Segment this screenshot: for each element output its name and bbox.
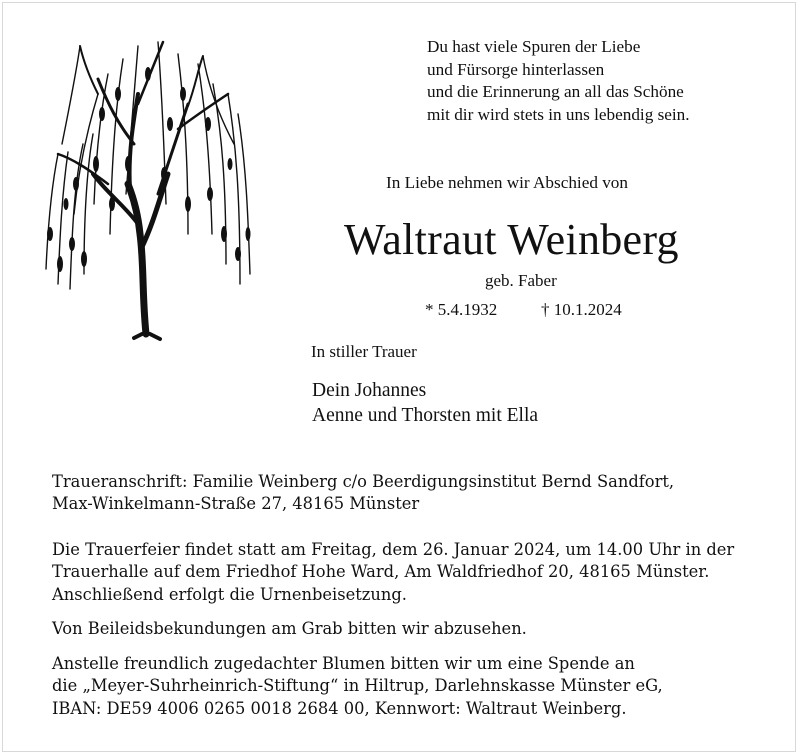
donation-line: die „Meyer-Suhrheinrich-Stiftung“ in Hiltrup, Darlehnskasse Münster eG,	[52, 676, 663, 696]
donation-info	[52, 653, 663, 720]
ceremony-line: Trauerhalle auf dem Friedhof Hohe Ward, Am Waldfriedhof 20, 48165 Münster.	[52, 562, 710, 582]
donation-line: IBAN: DE59 4006 0265 0018 2684 00, Kennwort: Waltraut Weinberg.	[52, 698, 627, 718]
mourner: Aenne und Thorsten mit Ella	[312, 405, 539, 426]
donation-line: Anstelle freundlich zugedachter Blumen bitten wir um eine Spende an	[52, 654, 635, 673]
birth-date: * 5.4.1932	[425, 300, 498, 319]
poem-line: mit dir wird stets in uns lebendig sein.	[427, 104, 690, 124]
ceremony-info	[52, 539, 734, 606]
maiden-name: geb. Faber	[485, 271, 557, 290]
deceased-name: Waltraut Weinberg	[344, 215, 679, 264]
poem-line: und Fürsorge hinterlassen	[427, 59, 605, 79]
poem-line: und die Erinnerung an all das Schöne	[427, 82, 684, 101]
mourners-list	[312, 378, 538, 428]
address-line: Max-Winkelmann-Straße 27, 48165 Münster	[52, 494, 420, 514]
funeral-address	[52, 471, 674, 516]
mourner: Dein Johannes	[312, 380, 427, 401]
mourning-heading: In stiller Trauer	[311, 342, 417, 361]
address-line: Traueranschrift: Familie Weinberg c/o Beerdigungsinstitut Bernd Sandfort,	[52, 472, 675, 491]
condolence-note	[52, 618, 527, 640]
poem-line: Du hast viele Spuren der Liebe	[427, 37, 641, 56]
farewell-intro: In Liebe nehmen wir Abschied von	[386, 173, 628, 192]
ceremony-line: Die Trauerfeier findet statt am Freitag, dem 26. Januar 2024, um 14.00 Uhr in der	[52, 540, 735, 559]
ceremony-line: Anschließend erfolgt die Urnenbeisetzung.	[52, 584, 407, 604]
death-date: † 10.1.2024	[541, 300, 622, 319]
poem	[427, 36, 690, 126]
condolence-line: Von Beileidsbekundungen am Grab bitten wir abzusehen.	[52, 619, 527, 638]
weeping-willow-icon	[38, 34, 258, 344]
